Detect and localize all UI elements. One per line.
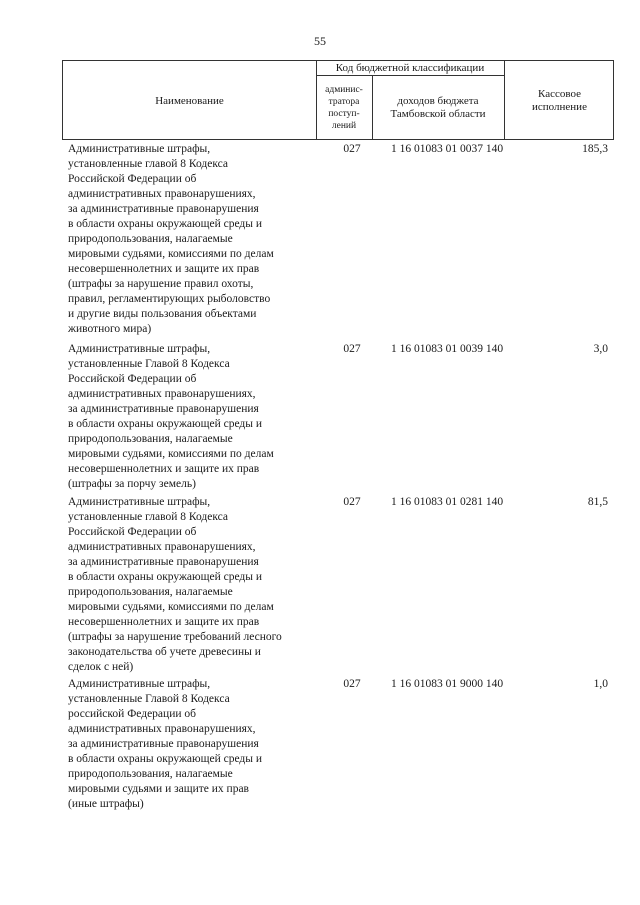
page-number: 55 bbox=[314, 34, 326, 48]
header-cash: Кассовое исполнение bbox=[532, 88, 587, 113]
row-amount: 1,0 bbox=[593, 678, 608, 690]
header-name: Наименование bbox=[155, 94, 224, 107]
row-amount: 3,0 bbox=[593, 343, 608, 355]
row-income-code: 1 16 01083 01 9000 140 bbox=[390, 678, 504, 690]
row-income-code: 1 16 01083 01 0039 140 bbox=[390, 343, 504, 355]
row-name: Административные штрафы, установленные Главой 8 Кодекса российской Федерации об административных правонарушениях, за административные правонарушения в области охраны окружающей среды и природопользования, налагаемые мировыми судьями и защите их прав (иные штрафы) bbox=[68, 678, 263, 810]
row-name: Административные штрафы, установленные главой 8 Кодекса Российской Федерации об административных правонарушениях, за административные правонарушения в области охраны окружающей среды и природопользования, налагаемые мировыми судьями, комиссиями по делам несовершеннолетних и защите их прав (штрафы за нарушение правил охоты, правил, регламентирующих рыболовство и другие виды пользования объектами животного мира) bbox=[68, 143, 274, 335]
row-name: Административные штрафы, установленные главой 8 Кодекса Российской Федерации об административных правонарушениях, за административные правонарушения в области охраны окружающей среды и природопользования, налагаемые мировыми судьями, комиссиями по делам несовершеннолетних и защите их прав (штрафы за нарушение требований лесного законодательства об учете древесины и сделок с ней) bbox=[68, 496, 282, 673]
row-admin-code: 027 bbox=[343, 143, 361, 155]
row-admin-code: 027 bbox=[343, 678, 361, 690]
header-income: доходов бюджета Тамбовской области bbox=[390, 95, 486, 120]
row-amount: 81,5 bbox=[587, 496, 608, 508]
row-admin-code: 027 bbox=[343, 343, 361, 355]
row-admin-code: 027 bbox=[343, 496, 361, 508]
row-income-code: 1 16 01083 01 0281 140 bbox=[390, 496, 504, 508]
row-income-code: 1 16 01083 01 0037 140 bbox=[390, 143, 504, 155]
table-header bbox=[62, 60, 614, 140]
row-name: Административные штрафы, установленные Главой 8 Кодекса Российской Федерации об административных правонарушениях, за административные правонарушения в области охраны окружающей среды и природопользования, налагаемые мировыми судьями, комиссиями по делам несовершеннолетних и защите их прав (штрафы за порчу земель) bbox=[68, 343, 274, 490]
row-amount: 185,3 bbox=[582, 143, 608, 155]
header-code-group: Код бюджетной классификации bbox=[335, 61, 485, 74]
header-admin: админис- тратора поступ- лений bbox=[325, 85, 363, 131]
